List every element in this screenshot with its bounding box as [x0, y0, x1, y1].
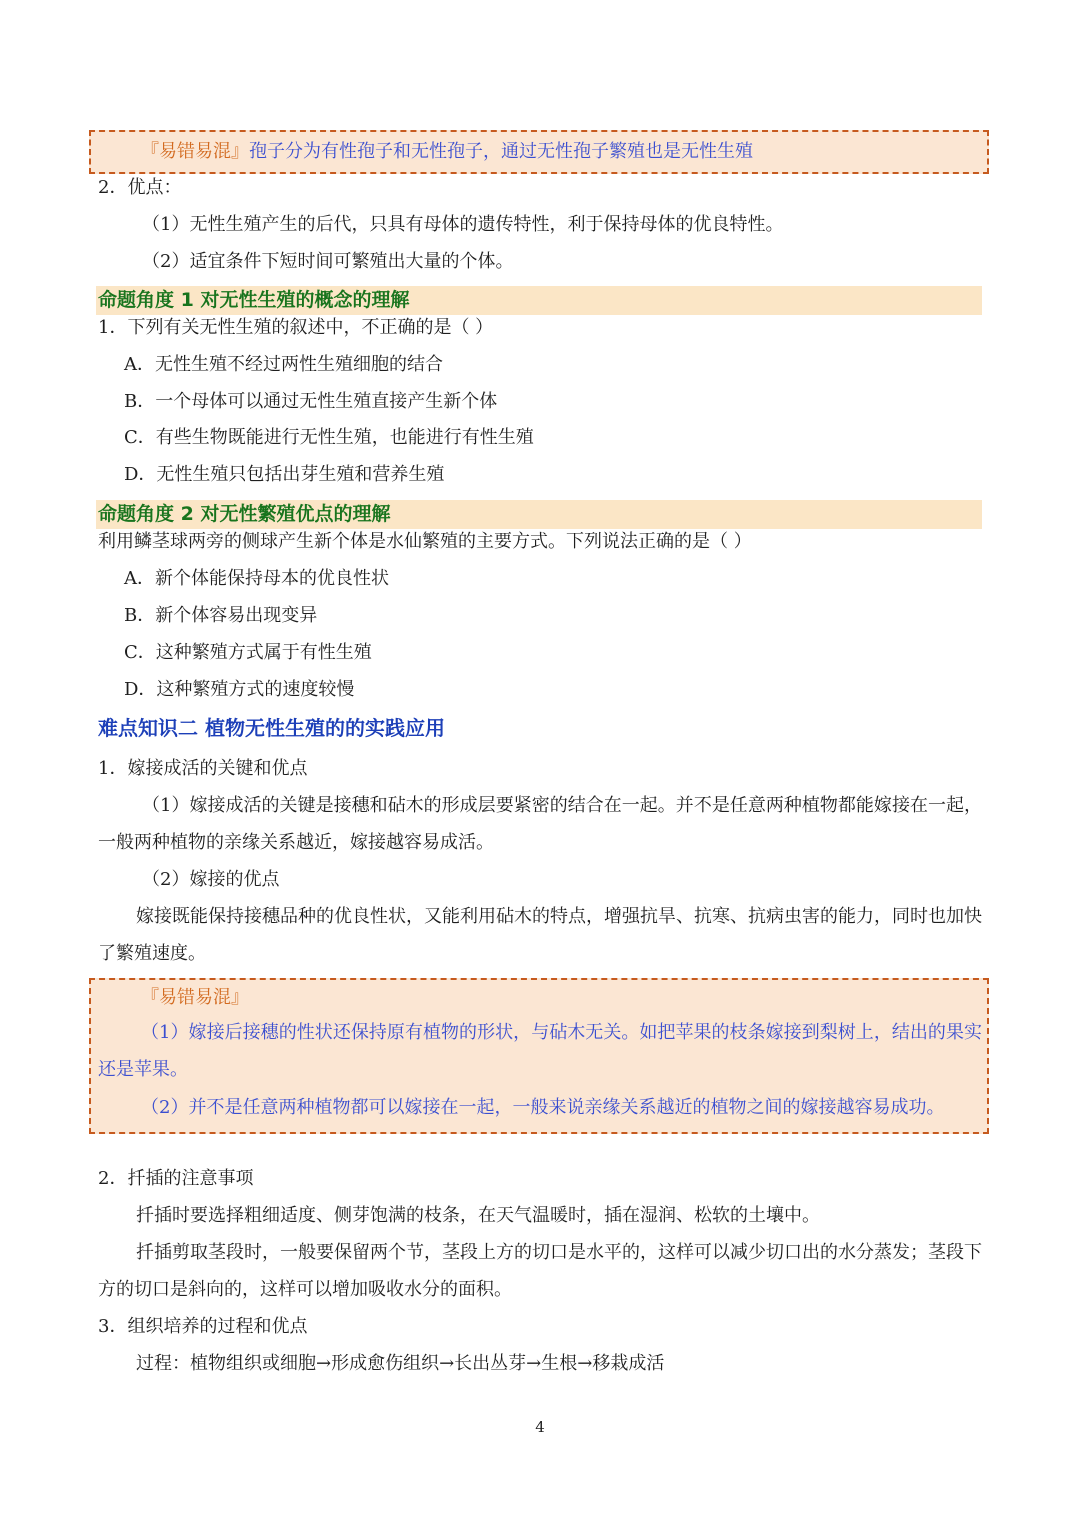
note-text: （1）嫁接后接穗的性状还保持原有植物的形状，与砧木无关。如把苹果的枝条嫁接到梨树上，结出的果实还是苹果。: [98, 1022, 982, 1080]
paragraph: 扦插剪取茎段时，一般要保留两个节，茎段上方的切口是水平的，这样可以减少切口出的水分蒸发；茎段下方的切口是斜向的，这样可以增加吸收水分的面积。: [98, 1242, 982, 1300]
proposition-angle-heading: 命题角度 2 对无性繁殖优点的理解: [96, 500, 982, 529]
question-stem: 利用鳞茎球两旁的侧球产生新个体是水仙繁殖的主要方式。下列说法正确的是（ ）: [98, 531, 752, 552]
paragraph: 嫁接既能保持接穗品种的优良性状，又能利用砧木的特点，增强抗旱、抗寒、抗病虫害的能力，同时也加快了繁殖速度。: [98, 906, 982, 964]
error-prone-note-box: [89, 130, 989, 174]
advantages-title: 2．优点：: [98, 177, 182, 198]
paragraph: （1）嫁接成活的关键是接穗和砧木的形成层要紧密的结合在一起。并不是任意两种植物都能嫁接在一起，一般两种植物的亲缘关系越近，嫁接越容易成活。: [98, 795, 982, 853]
subsection-subtitle: （2）嫁接的优点: [142, 869, 280, 890]
note-text: 孢子分为有性孢子和无性孢子，通过无性孢子繁殖也是无性生殖: [249, 141, 753, 162]
option-b: B．新个体容易出现变异: [124, 605, 318, 626]
subsection-title: 2．扦插的注意事项: [98, 1168, 254, 1189]
option-c: C．有些生物既能进行无性生殖，也能进行有性生殖: [124, 427, 534, 448]
option-d: D．无性生殖只包括出芽生殖和营养生殖: [124, 464, 445, 485]
option-b: B．一个母体可以通过无性生殖直接产生新个体: [124, 391, 498, 412]
paragraph: 过程：植物组织或细胞→形成愈伤组织→长出丛芽→生根→移栽成活: [136, 1353, 665, 1374]
note-tag: 『易错易混』: [141, 987, 249, 1008]
advantage-item: （2）适宜条件下短时间可繁殖出大量的个体。: [142, 251, 514, 272]
subsection-title: 3．组织培养的过程和优点: [98, 1316, 308, 1337]
note-text: （2）并不是任意两种植物都可以嫁接在一起，一般来说亲缘关系越近的植物之间的嫁接越容易成功。: [141, 1097, 945, 1118]
advantage-item: （1）无性生殖产生的后代，只具有母体的遗传特性，利于保持母体的优良特性。: [142, 214, 784, 235]
subsection-title: 1．嫁接成活的关键和优点: [98, 758, 308, 779]
note-line: [141, 140, 753, 164]
option-c: C．这种繁殖方式属于有性生殖: [124, 642, 372, 663]
proposition-angle-heading: 命题角度 1 对无性生殖的概念的理解: [96, 286, 982, 315]
note-tag: 『易错易混』: [141, 141, 249, 162]
question-stem: 1．下列有关无性生殖的叙述中，不正确的是（ ）: [98, 317, 494, 338]
option-d: D．这种繁殖方式的速度较慢: [124, 679, 355, 700]
option-a: A．新个体能保持母本的优良性状: [124, 568, 389, 589]
option-a: A．无性生殖不经过两性生殖细胞的结合: [124, 354, 443, 375]
page-number: 4: [535, 1418, 545, 1436]
paragraph: 扦插时要选择粗细适度、侧芽饱满的枝条，在天气温暖时，插在湿润、松软的土壤中。: [136, 1205, 820, 1226]
section-heading: 难点知识二 植物无性生殖的的实践应用: [98, 716, 445, 740]
error-prone-note-box: [89, 978, 989, 1134]
